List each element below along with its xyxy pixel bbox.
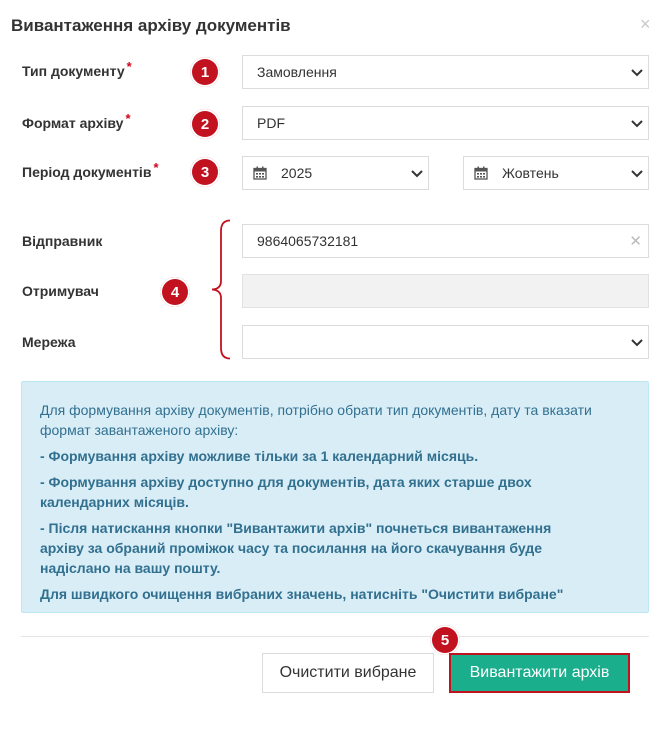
info-rule-1: - Формування архіву можливе тільки за 1 календарний місяць. [40, 448, 479, 464]
month-select[interactable] [463, 156, 649, 190]
info-rule-4: Для швидкого очищення вибраних значень, натисніть "Очистити вибране" [40, 586, 564, 602]
sender-value: 9864065732181 [257, 233, 359, 249]
network-label: Мережа [22, 334, 76, 350]
chevron-down-icon [630, 116, 644, 130]
modal-title: Вивантаження архіву документів [11, 16, 291, 35]
network-select[interactable] [242, 325, 649, 359]
step-badge-1: 1 [190, 57, 220, 87]
period-label: Період документів * [22, 160, 159, 180]
calendar-icon [474, 166, 488, 180]
month-value: Жовтень [502, 165, 559, 181]
chevron-down-icon [630, 166, 644, 180]
step-badge-2: 2 [190, 109, 220, 139]
step-badge-3: 3 [190, 157, 220, 187]
sender-label: Відправник [22, 233, 103, 249]
doc-type-select[interactable] [242, 55, 649, 89]
receiver-input[interactable] [242, 274, 649, 308]
chevron-down-icon [630, 335, 644, 349]
year-value: 2025 [281, 165, 313, 181]
chevron-down-icon [630, 65, 644, 79]
clear-icon[interactable]: ✕ [629, 233, 642, 250]
clear-selection-button[interactable]: Очистити вибране [262, 653, 434, 693]
step-badge-5: 5 [430, 625, 460, 655]
doc-type-value: Замовлення [257, 64, 337, 80]
download-archive-button[interactable]: Вивантажити архів [449, 653, 630, 693]
required-mark: * [125, 111, 131, 126]
doc-type-label: Тип документу * [22, 59, 132, 79]
sender-input[interactable] [242, 224, 649, 258]
required-mark: * [153, 160, 159, 175]
archive-format-label: Формат архіву * [22, 111, 131, 131]
info-rule-3: - Після натискання кнопки "Вивантажити архів" почнеться вивантаження архіву за обраний проміжок часу та посилання на його скачування буде надіслано на вашу пошту. [40, 520, 552, 576]
receiver-label: Отримувач [22, 283, 99, 299]
group-bracket [210, 219, 232, 360]
required-mark: * [126, 59, 132, 74]
step-badge-4: 4 [160, 277, 190, 307]
calendar-icon [253, 166, 267, 180]
year-select[interactable] [242, 156, 429, 190]
info-panel [21, 381, 649, 613]
archive-format-value: PDF [257, 115, 285, 131]
info-intro: Для формування архіву документів, потрібно обрати тип документів, дату та вказати формат завантаженого архіву: [40, 402, 592, 438]
close-icon[interactable]: × [640, 14, 651, 34]
info-rule-2: - Формування архіву доступно для документів, дата яких старше двох календарних місяців. [40, 474, 532, 510]
archive-format-select[interactable] [242, 106, 649, 140]
footer-divider [21, 636, 649, 637]
chevron-down-icon [410, 166, 424, 180]
